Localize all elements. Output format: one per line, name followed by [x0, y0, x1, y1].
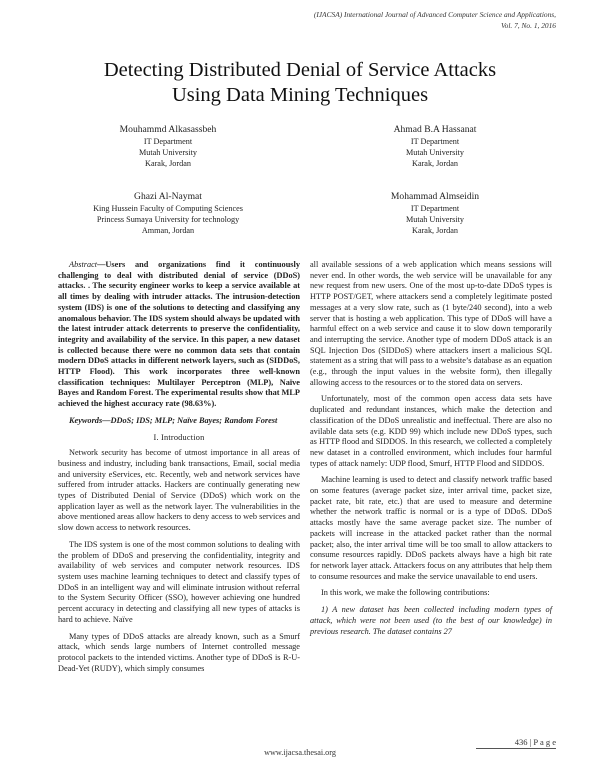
abstract-text: —Users and organizations find it continuously challenging to deal with distributed denial of service (DDoS) attacks. . The security engineer works to keep a service available at all times by dealing with intruder attacks. The intrusion-detection system (IDS) is one of the solutions to detecting and classifying any anomalous behavior. The IDS system should always be updated with the latest intruder attack deterrents to preserve the confidentiality, integrity and availability of the service. In this paper, a new dataset is collected because there were no common data sets that contain modern DDoS attacks in different network layers, such as (SIDDoS, HTTP Flood). This work incorporates three well-known classification techniques: Multilayer Perceptron (MLP), Naïve Bayes and Random Forest. The experimental results show that MLP achieved the highest accuracy rate (98.63%).: [58, 260, 300, 409]
author-affiliation: IT Department: [410, 137, 460, 146]
abstract-label: Abstract: [69, 260, 98, 269]
right-column: [310, 260, 552, 643]
title-line-1: Detecting Distributed Denial of Service Attacks: [103, 59, 497, 81]
footer-url: www.ijacsa.thesai.org: [264, 748, 336, 757]
journal-line-2: Vol. 7, No. 1, 2016: [500, 20, 556, 30]
title-line-2: Using Data Mining Techniques: [171, 84, 429, 106]
left-column: [58, 260, 300, 680]
author-name: Ghazi Al-Naymat: [134, 191, 202, 202]
body-paragraph: Many types of DDoS attacks are already known, such as a Smurf attack, which sends large numbers of Internet controlled message protocol packets to the intended victims. Another type of DDoS is R-U-Dead-Yet (RUDY), which simply consumes: [58, 631, 300, 673]
section-heading: I. Introduction: [153, 432, 205, 442]
journal-line-1: (IJACSA) International Journal of Advanced Computer Science and Applications,: [313, 10, 556, 19]
keywords: Keywords—DDoS; IDS; MLP; Naïve Bayes; Random Forest: [69, 415, 278, 425]
body-paragraph: Machine learning is used to detect and classify network traffic based on some features (average packet size, inter arrival time, packet size, packet rate, bit rate, etc.) that are used to measure and determine whether the network traffic is normal or is a type of DDoS. DDoS attacks mostly have the same average packet size. The number of packets will increase in the attacked packet rather than the normal packet; also, the inter arrival time will be too small to allow attackers to consume resources rapidly. DDoS packets always have a high bit rate for network layer attack. Attackers focus on any attributes that help them to consume resources and make the service unavailable to end users.: [310, 475, 552, 581]
author-4: [345, 190, 525, 237]
author-name: Ahmad B.A Hassanat: [393, 124, 477, 135]
author-3: [58, 190, 278, 237]
author-affiliation: Mutah University: [406, 148, 464, 158]
paper-title: [40, 58, 560, 108]
body-paragraph: The IDS system is one of the most common solutions to dealing with the problem of DDoS and preserving the confidentiality, integrity and availability of web services and computer network resources. IDS system uses machine learning techniques to detect and classify types of DDoS in an intelligent way and will eliminate intrusion without referral to the System Security Officer (SSO), however achieving one hundred percent accuracy in detecting and classifying all new types of attacks is hard to achieve. Naïve: [58, 539, 300, 624]
page-number: 436 | P a g e: [514, 737, 556, 747]
author-affiliation: Amman, Jordan: [141, 226, 195, 236]
author-affiliation: King Hussein Faculty of Computing Sciences: [93, 204, 243, 213]
author-affiliation: Princess Sumaya University for technology: [96, 215, 240, 225]
author-affiliation: Mutah University: [139, 148, 197, 158]
author-1: [78, 123, 258, 170]
author-2: [345, 123, 525, 170]
author-affiliation: Karak, Jordan: [412, 159, 458, 169]
author-name: Mouhammd Alkasassbeh: [119, 124, 217, 135]
author-affiliation: Karak, Jordan: [412, 226, 458, 236]
journal-header: [196, 10, 556, 31]
body-paragraph: Network security has become of utmost importance in all areas of business and industry, including bank transactions, Email, social media and university eServices, etc. Recently, web and network services have suffered from intruder attacks. Hackers are continually generating new types of Distributed Denial of Service (DDoS) which work on the application layer as well as the network layer. The vulnerabilities in the above mentioned areas allow hackers to deny access to web services and slow down access to network resources.: [58, 448, 300, 533]
author-affiliation: Karak, Jordan: [145, 159, 191, 169]
body-paragraph: Unfortunately, most of the common open access data sets have duplicated and redundant instances, which make the detection and classification of the DDoS unrealistic and ineffectual. There are also no avilable data sets (e.g. KDD 99) which include new DDoS types, such as HTTP flood and SIDDOS. In this research, we collected a completely new dataset in a controlled environment, which includes four harmful types of attack namely: UDP flood, Smurf, HTTP Flood and SIDDOS.: [310, 394, 552, 468]
author-affiliation: IT Department: [143, 137, 193, 146]
author-affiliation: Mutah University: [406, 215, 464, 225]
body-paragraph: all available sessions of a web application which means sessions will never end. In other words, the web service will be unavailable for any new request from new users. One of the most up-to-date DDoS types is HTTP POST/GET, where attackers send a completely legitimate posted messages at a very slow rate, such as (1 byte/240 second), into a web server that is hosting a web application. This type of DDoS will have a harmful effect on a web service and cause it to slow down temporarily and interrupting the service. Another type of modern DDoS attack is an SQL Injection Dos (SIDDoS) where attackers insert a malicious SQL statement as a string that will pass to a website’s database as an equation (e.g., through the input values in the website form), then illegally allowing access to the resources or to the stored data on servers.: [310, 260, 552, 387]
author-affiliation: IT Department: [410, 204, 460, 213]
abstract: [58, 260, 300, 410]
contribution-item: 1) A new dataset has been collected including modern types of attack, which were not been used (to the best of our knowledge) in previous research. The dataset contains 27: [310, 605, 552, 636]
body-paragraph: In this work, we make the following contributions:: [321, 588, 490, 598]
author-name: Mohammad Almseidin: [390, 191, 480, 202]
